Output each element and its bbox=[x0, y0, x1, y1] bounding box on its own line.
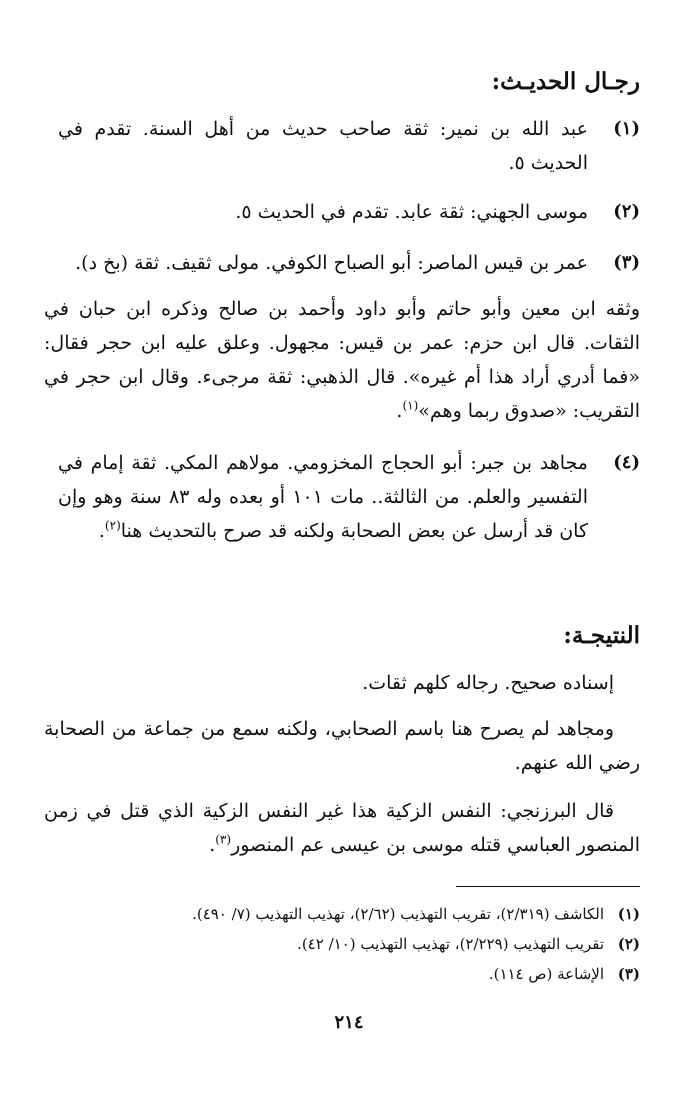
footnote-ref: (١) bbox=[402, 398, 419, 413]
narrator-text: موسى الجهني: ثقة عابد. تقدم في الحديث ٥. bbox=[235, 201, 588, 223]
footnote-ref: (٣) bbox=[215, 832, 232, 847]
footnote-text: الإشاعة (ص ١١٤). bbox=[488, 965, 604, 983]
footnote-number: (١) bbox=[617, 905, 640, 923]
commentary-text: وثقه ابن معين وأبو حاتم وأبو داود وأحمد بن صالح وذكره ابن حبان في الثقات. قال ابن حزم: عمر بن قيس: مجهول. وعلق عليه ابن حجر فقال: «فما أدري أراد هذا أم غيره». قال الذهبي: ثقة مرجىء. وقال ابن حجر في التقريب: «صدوق ربما وهم» bbox=[44, 298, 640, 422]
footnote-number: (٢) bbox=[617, 935, 640, 953]
result-paragraph-1: إسناده صحيح. رجاله كلهم ثقات. bbox=[362, 672, 614, 694]
footnote-text: الكاشف (٢/٣١٩)، تقريب التهذيب (٢/٦٢)، تهذيب التهذيب (٧/ ٤٩٠). bbox=[192, 905, 604, 923]
narrator-entry-3 bbox=[58, 246, 640, 280]
footnote-2 bbox=[40, 934, 640, 954]
result-paragraph-3 bbox=[44, 794, 640, 862]
section-heading-result: النتيجـة: bbox=[563, 622, 640, 649]
narrator-entry-4 bbox=[58, 446, 640, 548]
result-paragraph-2: ومجاهد لم يصرح هنا باسم الصحابي، ولكنه سمع من جماعة من الصحابة رضي الله عنهم. bbox=[44, 718, 640, 774]
commentary-tail: . bbox=[396, 400, 403, 422]
footnote-number: (٣) bbox=[617, 965, 640, 983]
result-tail: . bbox=[209, 834, 216, 856]
narrator-text-body: مجاهد بن جبر: أبو الحجاج المخزومي. مولاهم المكي. ثقة إمام في التفسير والعلم. من الثالثة.. مات ١٠١ أو بعده وله ٨٣ سنة وهو وإن كان قد أرسل عن بعض الصحابة ولكنه قد صرح بالتحديث هنا bbox=[58, 452, 588, 542]
narrator-text: عبد الله بن نمير: ثقة صاحب حديث من أهل السنة. تقدم في الحديث ٥. bbox=[58, 118, 588, 174]
narrator-number: (٣) bbox=[613, 252, 640, 273]
narrator-text bbox=[58, 446, 588, 548]
narrator-number: (٤) bbox=[613, 452, 640, 473]
footnote-3 bbox=[40, 964, 640, 984]
page-number: ٢١٤ bbox=[334, 1012, 364, 1033]
footnote-separator bbox=[456, 886, 640, 887]
section-heading-narrators: رجـال الحديـث: bbox=[491, 68, 640, 95]
narrator-number: (١) bbox=[613, 118, 640, 139]
footnote-text: تقريب التهذيب (٢/٢٢٩)، تهذيب التهذيب (١٠/ ٤٢). bbox=[297, 935, 604, 953]
footnote-ref: (٢) bbox=[104, 518, 121, 533]
narrator-entry-2 bbox=[58, 195, 640, 229]
narrator-text: عمر بن قيس الماصر: أبو الصباح الكوفي. مولى ثقيف. ثقة (بخ د). bbox=[75, 252, 588, 274]
narrator-text-tail: . bbox=[98, 520, 105, 542]
narrator-3-commentary bbox=[44, 292, 640, 428]
narrator-number: (٢) bbox=[613, 201, 640, 222]
result-text: قال البرزنجي: النفس الزكية هذا غير النفس الزكية الذي قتل في زمن المنصور العباسي قتله موسى بن عيسى عم المنصور bbox=[44, 800, 640, 856]
narrator-entry-1 bbox=[58, 112, 640, 180]
footnote-1 bbox=[40, 904, 640, 924]
